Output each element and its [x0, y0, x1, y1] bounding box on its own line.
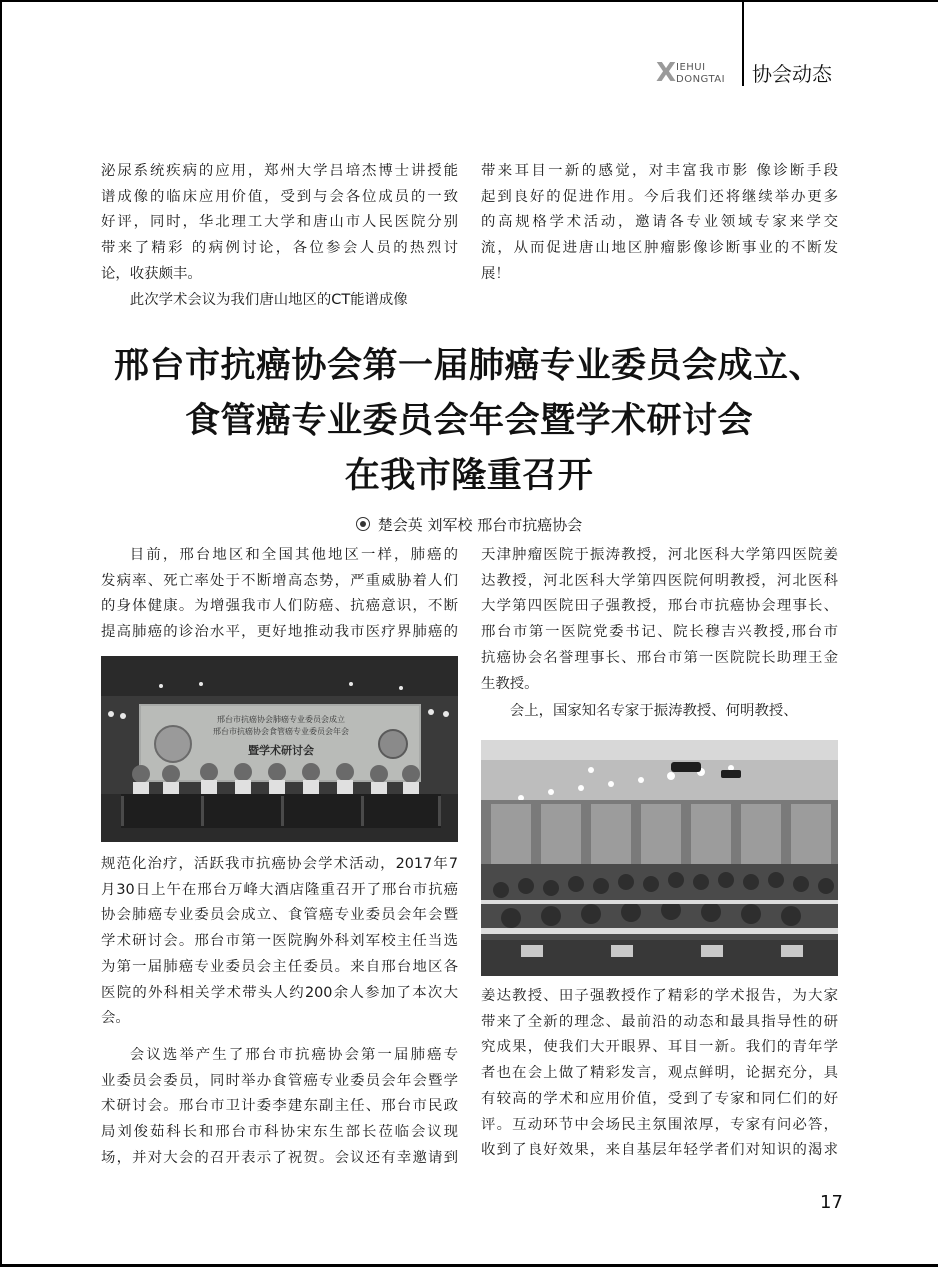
bullseye-icon [356, 517, 370, 531]
audience-photo-image [481, 740, 838, 976]
article-left-column-top [101, 543, 458, 646]
text-line: 邢台市第一医院党委书记、院长穆吉兴教授,邢台市 [481, 624, 838, 641]
text-line: 局刘俊茹科长和邢台市科协宋东生部长莅临会议现 [101, 1124, 458, 1141]
banner-text-line-1: 邢台市抗癌协会肺癌专业委员会成立 [217, 715, 345, 724]
text-line: 发病率、死亡率处于不断增高态势，严重威胁着人们 [101, 572, 458, 589]
text-line: 泌尿系统疾病的应用，郑州大学吕培杰博士讲授能 [101, 163, 458, 179]
text-line: 有较高的学术和应用价值，受到了专家和同仁们的好 [481, 1090, 838, 1107]
article-right-column-top [481, 543, 838, 725]
text-line: 月30日上午在邢台万峰大酒店隆重召开了邢台市抗癌 [101, 881, 458, 898]
page-number: 17 [820, 1192, 843, 1213]
text-line: 提高肺癌的诊治水平，更好地推动我市医疗界肺癌的 [101, 624, 458, 641]
text-line: 大学第四医院田子强教授，邢台市抗癌协会理事长、 [481, 598, 838, 615]
byline [0, 514, 938, 536]
logo-top-text: IEHUI [676, 62, 706, 73]
text-line: 评。互动环节中会场民主氛围浓厚，专家有问必答， [481, 1116, 838, 1133]
text-line: 会上，国家知名专家于振涛教授、何明教授、 [509, 703, 798, 720]
text-line: 生教授。 [481, 675, 539, 692]
text-line: 好评，同时，华北理工大学和唐山市人民医院分别 [101, 214, 458, 231]
text-line: 究成果，使我们大开眼界、耳目一新。我们的青年学 [481, 1039, 838, 1056]
text-line: 带来耳目一新的感觉，对丰富我市影 像诊断手段 [481, 163, 838, 179]
text-line: 收到了良好效果，来自基层年轻学者们对知识的渴求 [481, 1142, 838, 1159]
logo-letter-x: X [656, 58, 677, 88]
text-line: 此次学术会议为我们唐山地区的CT能谱成像 [129, 291, 408, 308]
header-vertical-rule [742, 0, 744, 86]
text-line: 学术研讨会。邢台市第一医院胸外科刘军校主任当选 [101, 933, 458, 950]
text-line: 会议选举产生了邢台市抗癌协会第一届肺癌专 [129, 1046, 458, 1063]
page-left-border [0, 0, 2, 1267]
prev-article-left-column [101, 159, 458, 313]
text-line: 天津肿瘤医院于振涛教授，河北医科大学第四医院姜 [481, 547, 838, 563]
podium-photo-image [101, 656, 458, 842]
text-line: 会。 [101, 1010, 130, 1027]
text-line: 带来了全新的理念、最前沿的动态和最具指导性的研 [481, 1013, 838, 1030]
byline-text: 楚会英 刘军校 邢台市抗癌协会 [377, 516, 583, 534]
conference-audience-photo [481, 740, 838, 976]
banner-text-line-2: 邢台市抗癌协会食管癌专业委员会年会 [213, 727, 349, 736]
text-line: 起到良好的促进作用。今后我们还将继续举办更多 [481, 188, 838, 205]
text-line: 带来了精彩 的病例讨论，各位参会人员的热烈讨 [101, 240, 458, 257]
text-line: 论，收获颇丰。 [101, 265, 202, 282]
prev-article-right-column [481, 159, 838, 288]
logo-bottom-text: DONGTAI [676, 74, 726, 85]
article-right-column-bottom [481, 984, 838, 1164]
article-left-column-bottom [101, 852, 458, 1171]
text-line: 协会肺癌专业委员会成立、食管癌专业委员会年会暨 [101, 907, 458, 924]
text-line: 场，并对大会的召开表示了祝贺。会议还有幸邀请到 [101, 1149, 458, 1166]
text-line: 展！ [481, 265, 510, 282]
text-line: 达教授，河北医科大学第四医院何明教授，河北医科 [481, 572, 838, 589]
text-line: 流，从而促进唐山地区肿瘤影像诊断事业的不断发 [481, 240, 838, 257]
page-top-border [0, 0, 938, 2]
section-logo [656, 58, 736, 88]
text-line: 谱成像的临床应用价值，受到与会各位成员的一致 [101, 188, 458, 205]
text-line: 为第一届肺癌专业委员会主任委员。来自邢台地区各 [101, 958, 458, 975]
text-line: 的高规格学术活动，邀请各专业领域专家来学交 [481, 214, 838, 231]
text-line: 抗癌协会名誉理事长、邢台市第一医院院长助理王金 [481, 649, 838, 666]
text-line: 者也在会上做了精彩发言，观点鲜明，论据充分，具 [481, 1065, 838, 1082]
text-line: 规范化治疗，活跃我市抗癌协会学术活动，2017年7 [101, 856, 458, 872]
text-line: 姜达教授、田子强教授作了精彩的学术报告，为大家 [481, 988, 838, 1004]
text-line: 目前，邢台地区和全国其他地区一样，肺癌的 [129, 547, 458, 563]
banner-text-line-3: 暨学术研讨会 [248, 744, 314, 757]
section-title: 协会动态 [752, 62, 832, 86]
conference-podium-photo [101, 656, 458, 842]
article-title-line-1: 邢台市抗癌协会第一届肺癌专业委员会成立、 [113, 345, 824, 386]
article-title-line-3: 在我市隆重召开 [344, 455, 594, 496]
text-line: 术研讨会。邢台市卫计委李建东副主任、邢台市民政 [101, 1098, 458, 1115]
text-line: 医院的外科相关学术带头人约200余人参加了本次大 [101, 984, 458, 1001]
article-title-line-2: 食管癌专业委员会年会暨学术研讨会 [184, 400, 753, 441]
text-line: 业委员会委员，同时举办食管癌专业委员会年会暨学 [101, 1072, 458, 1089]
text-line: 的身体健康。为增强我市人们防癌、抗癌意识，不断 [101, 598, 458, 615]
